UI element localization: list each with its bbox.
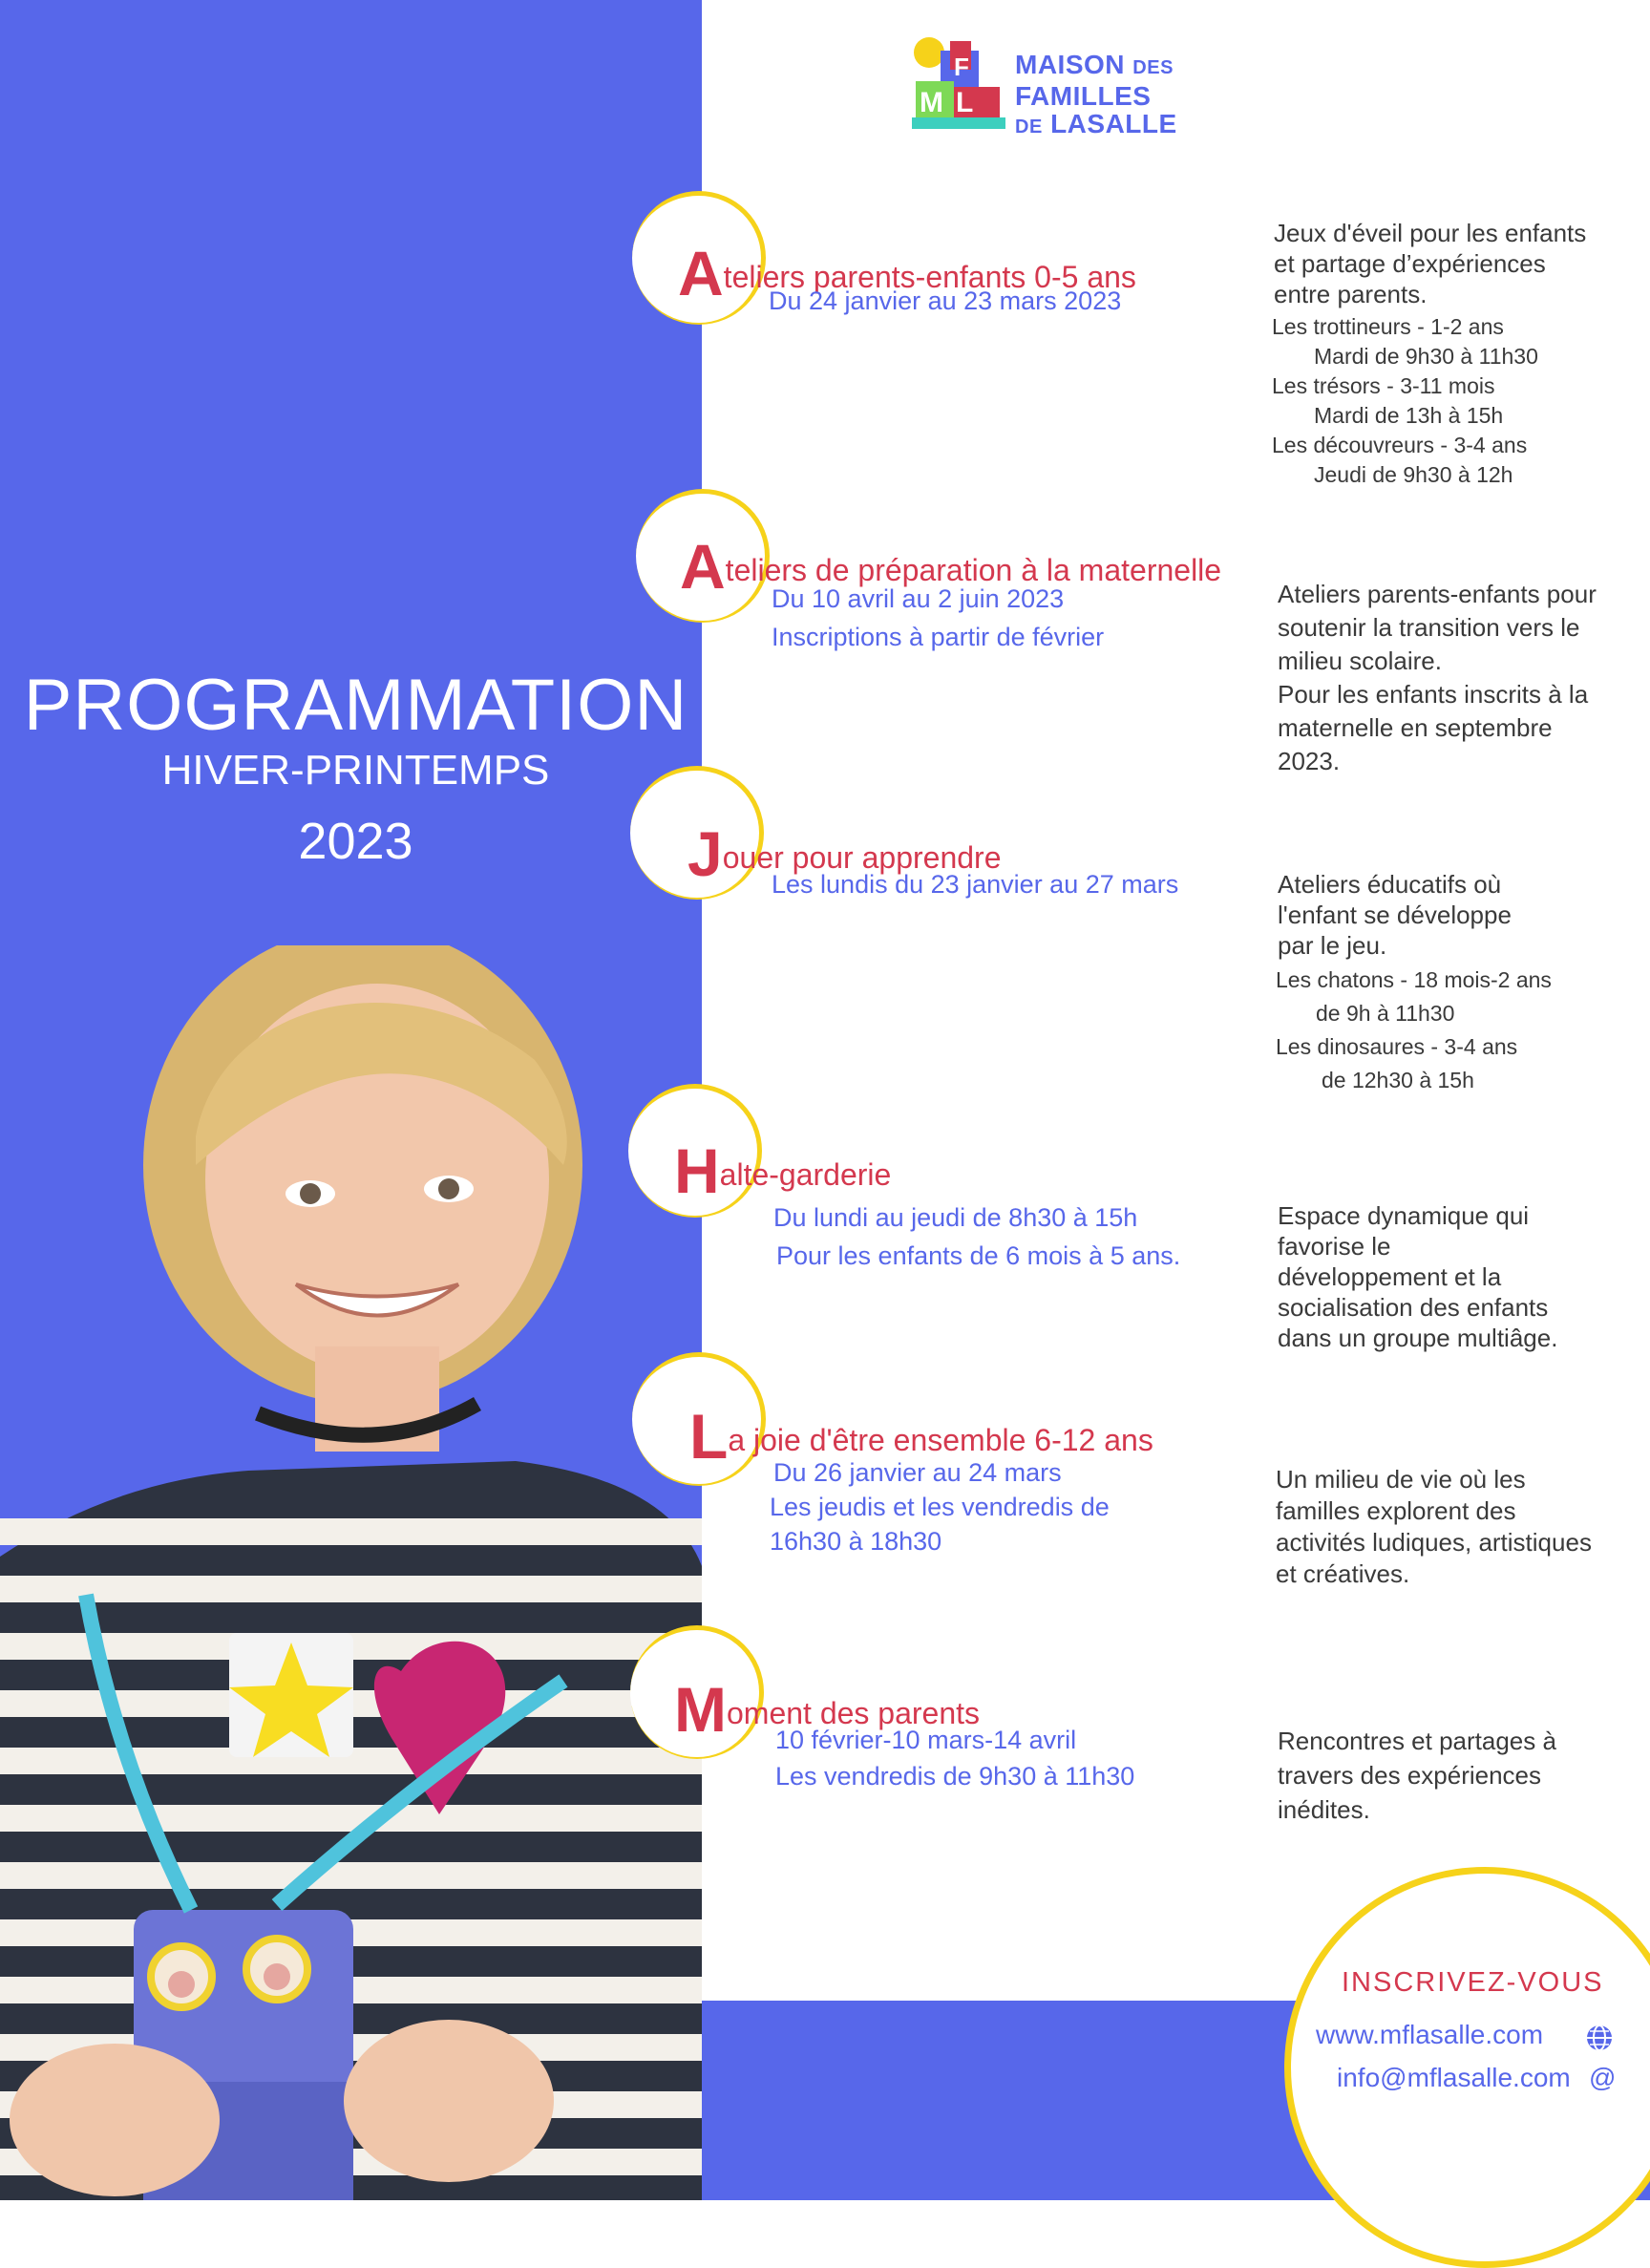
- svg-text:L: L: [956, 87, 974, 118]
- page-title: PROGRAMMATION: [23, 665, 688, 746]
- section-title: Moment des parents: [674, 1674, 981, 1745]
- section-dates: Les lundis du 23 janvier au 27 mars: [772, 870, 1179, 899]
- at-icon: @: [1589, 2063, 1617, 2092]
- section-dates: Du 26 janvier au 24 mars Les jeudis et les vendredis de 16h30 à 18h30: [770, 1458, 1110, 1556]
- logo: [912, 33, 1179, 138]
- section-dates: Du lundi au jeudi de 8h30 à 15h Pour les enfants de 6 mois à 5 ans.: [773, 1203, 1181, 1270]
- season-subtitle: HIVER-PRINTEMPS: [161, 747, 550, 794]
- section-details: Les trottineurs - 1-2 ans Mardi de 9h30 à 11h30 Les trésors - 3-11 mois Mardi de 13h à 15h Les découvreurs - 3-4 ans Jeudi de 9h30 à 12h: [1272, 314, 1538, 487]
- section-description: Ateliers parents-enfants pour soutenir la transition vers le milieu scolaire. Pour les enfants inscrits à la maternelle en septembre 2023.: [1278, 580, 1597, 775]
- section-title: Ateliers parents-enfants 0-5 ans: [678, 238, 1136, 308]
- section-dates: Du 24 janvier au 23 mars 2023: [769, 286, 1122, 315]
- section-description: Un milieu de vie où les familles explorent des activités ludiques, artistiques et créatives.: [1276, 1465, 1592, 1588]
- section-dates: 10 février-10 mars-14 avril Les vendredis de 9h30 à 11h30: [775, 1726, 1135, 1791]
- email-link[interactable]: info@mflasalle.com: [1337, 2063, 1571, 2092]
- section-description: Espace dynamique qui favorise le développement et la socialisation des enfants dans un groupe multiâge.: [1278, 1201, 1558, 1352]
- logo-wordmark: MAISON DES FAMILLES DE LASALLE: [1015, 50, 1177, 138]
- section-description: Ateliers éducatifs où l'enfant se développe par le jeu.: [1278, 870, 1512, 960]
- svg-text:F: F: [954, 53, 969, 81]
- year-subtitle: 2023: [298, 813, 413, 870]
- section-description: Jeux d'éveil pour les enfants et partage d’expériences entre parents.: [1274, 219, 1587, 308]
- website-link[interactable]: www.mflasalle.com: [1316, 2020, 1544, 2049]
- section-title: Halte-garderie: [674, 1135, 892, 1206]
- section-title: Ateliers de préparation à la maternelle: [680, 531, 1222, 602]
- globe-icon: [1585, 2024, 1614, 2052]
- section-title: Jouer pour apprendre: [688, 818, 1002, 889]
- inscription-title: INSCRIVEZ-VOUS: [1342, 1967, 1604, 1998]
- section-dates: Du 10 avril au 2 juin 2023 Inscriptions à partir de février: [772, 584, 1105, 651]
- logo-mark-icon: [912, 33, 1005, 131]
- svg-text:M: M: [920, 87, 943, 118]
- section-description: Rencontres et partages à travers des expériences inédites.: [1278, 1727, 1556, 1824]
- section-title: La joie d'être ensemble 6-12 ans: [689, 1401, 1153, 1472]
- child-photo: [0, 945, 702, 2200]
- section-details: Les chatons - 18 mois-2 ans de 9h à 11h30 Les dinosaures - 3-4 ans de 12h30 à 15h: [1276, 967, 1552, 1092]
